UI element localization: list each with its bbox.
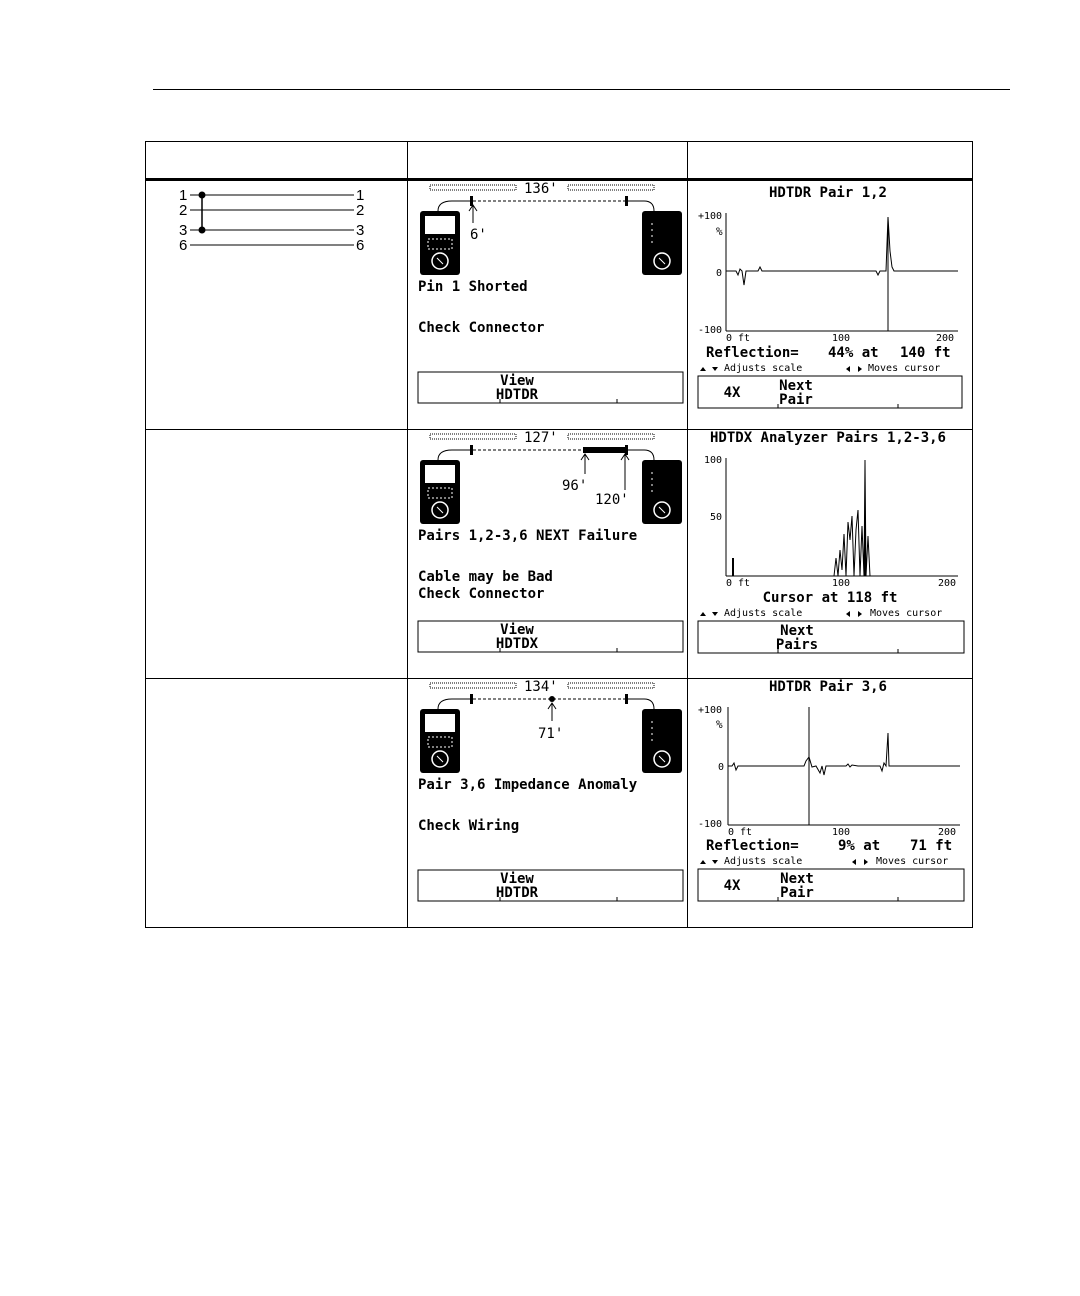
wiremap-pin-right: 3 [356, 222, 365, 239]
softkey-label: Next [780, 623, 814, 639]
view-hdtdr-button[interactable] [418, 372, 683, 403]
wiremap-pin-right: 2 [356, 202, 365, 219]
hint-text: Adjusts scale [724, 608, 803, 619]
readout-distance: 140 ft [900, 345, 951, 361]
view-hdtdr-button[interactable] [418, 870, 683, 901]
next-pair-button[interactable] [779, 378, 813, 408]
wiremap-cell-empty [146, 430, 408, 679]
wiremap-pin-left: 6 [179, 237, 188, 254]
remote-unit-icon [642, 709, 682, 773]
advice-text: Cable may be Bad [418, 569, 553, 585]
remote-unit-icon [642, 460, 682, 524]
view-hdtdx-button[interactable] [418, 621, 683, 652]
column-header [408, 142, 688, 180]
hint-text: Adjusts scale [724, 856, 803, 867]
x-axis-label: 0 ft [726, 333, 751, 344]
main-tester-icon [420, 211, 460, 275]
fault-message: Pin 1 Shorted [418, 279, 528, 295]
cursor-readout: Cursor at 118 ft [762, 590, 898, 606]
softkey-label: Pair [780, 885, 814, 901]
x-axis-label: 200 [938, 827, 957, 838]
x-axis-label: 0 ft [726, 578, 751, 589]
fault-message: Pairs 1,2-3,6 NEXT Failure [418, 528, 638, 544]
plot-title: HDTDR Pair 1,2 [768, 185, 888, 201]
wiremap-pin-right: 1 [356, 187, 365, 204]
y-axis-label: 50 [710, 512, 723, 523]
softkey-label: Next [779, 378, 813, 394]
hint-text: Moves cursor [870, 608, 943, 619]
advice-text: Check Connector [418, 586, 545, 602]
plot-cell [688, 180, 973, 430]
table-header-row [146, 142, 973, 180]
wiremap-cell [146, 180, 408, 430]
diagnosis-cell [408, 679, 688, 928]
fault-message: Pair 3,6 Impedance Anomaly [418, 777, 638, 793]
up-arrow-icon [700, 860, 706, 864]
x-axis-label: 100 [832, 578, 851, 589]
readout-value: 44% at [828, 345, 879, 361]
readout-label: Reflection= [706, 838, 799, 854]
next-pairs-button[interactable] [776, 623, 818, 653]
wiremap-cell-empty [146, 679, 408, 928]
main-tester-icon [420, 460, 460, 524]
anomaly-dot [549, 696, 555, 702]
softkey-bar [698, 869, 964, 901]
cable-length: 127' [524, 430, 558, 446]
right-arrow-icon [864, 859, 868, 865]
softkey-bar [698, 621, 964, 653]
header-rule [153, 89, 1010, 90]
softkey-label: HDTDR [495, 885, 539, 901]
next-pair-button[interactable] [780, 871, 814, 901]
plot-title: HDTDR Pair 3,6 [768, 679, 888, 695]
down-arrow-icon [712, 860, 718, 864]
left-arrow-icon [846, 366, 850, 372]
fault-marker: 6' [470, 227, 487, 243]
right-arrow-icon [858, 366, 862, 372]
diagnosis-cell [408, 430, 688, 679]
main-tester-icon [420, 709, 460, 773]
softkey-label: Next [780, 871, 814, 887]
hdtdx-plot [688, 430, 973, 678]
softkey-label: View [500, 373, 534, 389]
y-axis-label: 100 [704, 455, 723, 466]
y-axis-label: -100 [698, 819, 723, 830]
table-row [146, 180, 973, 430]
hdtdr-plot [688, 679, 973, 927]
softkey-label: HDTDX [495, 636, 539, 652]
troubleshooting-table [145, 141, 973, 928]
remote-unit-icon [642, 211, 682, 275]
x-axis-label: 100 [832, 333, 851, 344]
short-dot [199, 227, 206, 234]
cable-length: 134' [524, 679, 558, 695]
x-axis-label: 200 [938, 578, 957, 589]
softkey-bar [698, 376, 962, 408]
y-axis-label: 0 [716, 268, 723, 279]
zoom-4x-button[interactable]: 4X [723, 385, 741, 401]
right-arrow-icon [858, 611, 862, 617]
fault-marker: 71' [538, 726, 564, 742]
down-arrow-icon [712, 612, 718, 616]
x-axis-label: 100 [832, 827, 851, 838]
fault-segment [583, 447, 626, 453]
up-arrow-icon [700, 367, 706, 371]
x-axis-label: 0 ft [728, 827, 753, 838]
wiremap-pin-left: 2 [179, 202, 188, 219]
trace-line [726, 217, 958, 285]
table-row [146, 679, 973, 928]
trace-line [728, 733, 960, 775]
column-header [146, 142, 408, 180]
wiremap-diagram [146, 181, 408, 429]
softkey-label: View [500, 871, 534, 887]
x-axis-label: 200 [936, 333, 955, 344]
wiremap-pin-right: 6 [356, 237, 365, 254]
fault-marker: 120' [595, 492, 629, 508]
y-axis-label: +100 [698, 705, 723, 716]
cable-diagram [408, 679, 688, 927]
zoom-4x-button[interactable]: 4X [723, 878, 741, 894]
plot-cell [688, 430, 973, 679]
readout-distance: 71 ft [910, 838, 953, 854]
down-arrow-icon [712, 367, 718, 371]
softkey-label: Pair [779, 392, 813, 408]
left-arrow-icon [846, 611, 850, 617]
wiremap-pin-left: 3 [179, 222, 188, 239]
hdtdr-plot [688, 181, 973, 429]
plot-title: HDTDX Analyzer Pairs 1,2-3,6 [709, 430, 947, 446]
softkey-label: HDTDR [495, 387, 539, 403]
short-dot [199, 192, 206, 199]
y-axis-label: +100 [698, 211, 723, 222]
hint-text: Adjusts scale [724, 363, 803, 374]
y-axis-label: 0 [718, 762, 725, 773]
cable-length: 136' [524, 181, 558, 197]
table-row [146, 430, 973, 679]
cable-diagram [408, 181, 688, 429]
y-unit-label: % [716, 718, 723, 731]
readout-value: 9% at [838, 838, 881, 854]
plot-cell [688, 679, 973, 928]
fault-marker: 96' [562, 478, 588, 494]
advice-text: Check Connector [418, 320, 545, 336]
left-arrow-icon [852, 859, 856, 865]
wiremap-pin-left: 1 [179, 187, 188, 204]
advice-text: Check Wiring [418, 818, 520, 834]
y-unit-label: % [716, 225, 723, 238]
readout-label: Reflection= [706, 345, 799, 361]
trace-line [834, 460, 958, 576]
softkey-label: View [500, 622, 534, 638]
up-arrow-icon [700, 612, 706, 616]
hint-text: Moves cursor [868, 363, 941, 374]
cable-diagram [408, 430, 688, 678]
column-header [688, 142, 973, 180]
diagnosis-cell [408, 180, 688, 430]
y-axis-label: -100 [698, 325, 723, 336]
softkey-label: Pairs [775, 637, 819, 653]
hint-text: Moves cursor [876, 856, 949, 867]
